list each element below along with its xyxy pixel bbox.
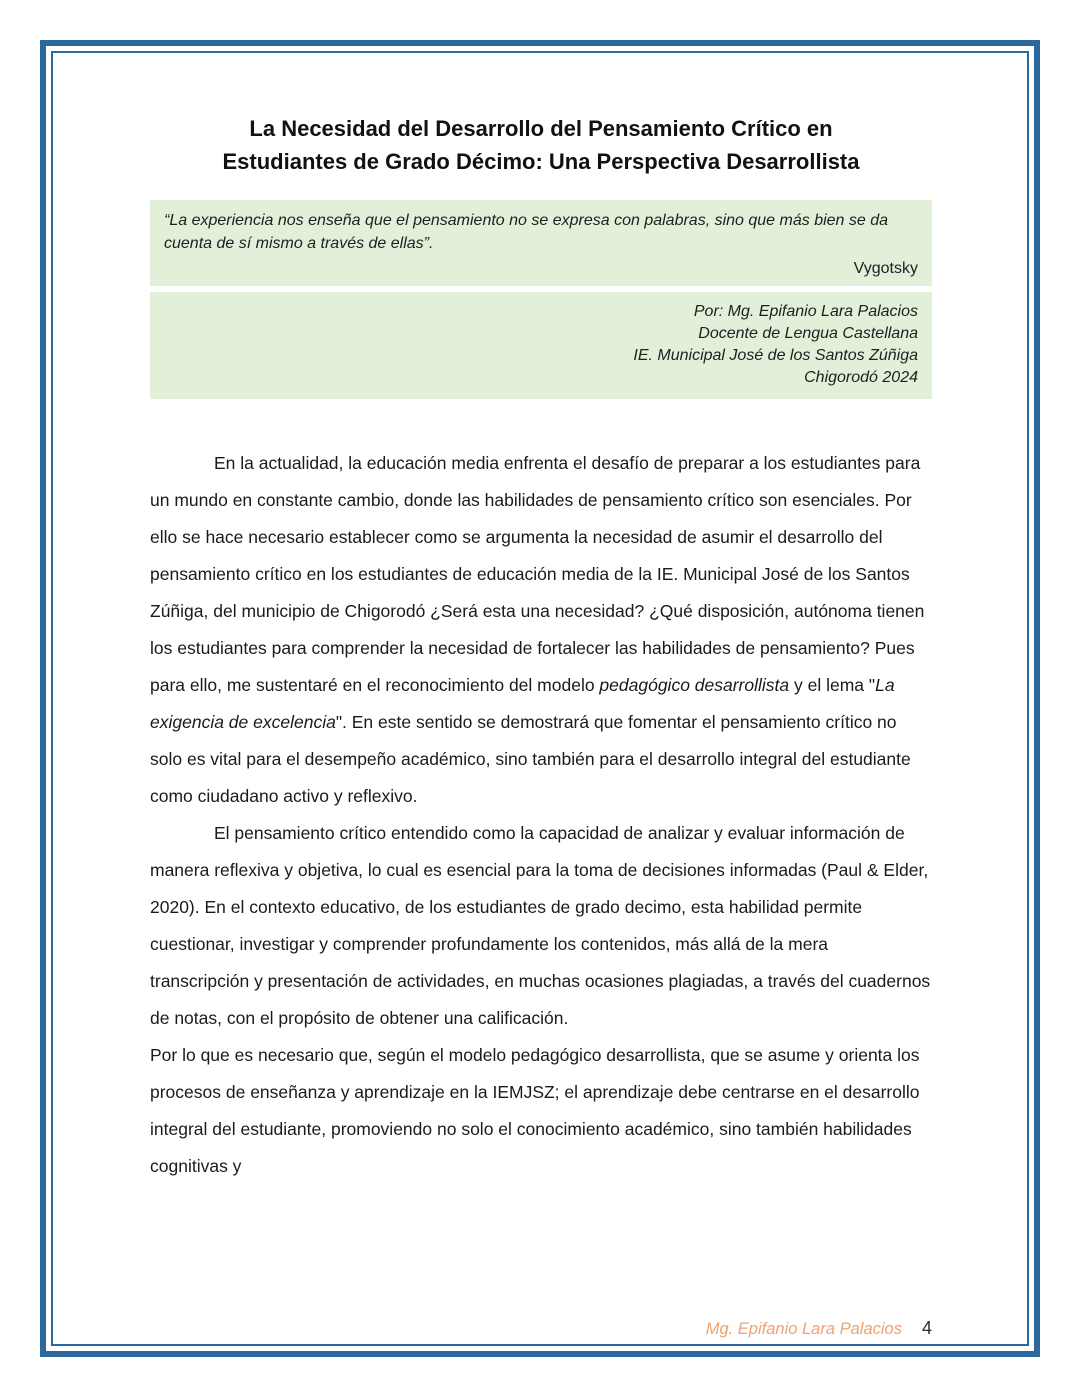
document-title-line-2: Estudiantes de Grado Décimo: Una Perspectiva Desarrollista [222,149,860,174]
epigraph-block [150,200,932,286]
byline-role: Docente de Lengua Castellana [698,325,918,342]
page-content [150,112,932,1185]
byline-author: Por: Mg. Epifanio Lara Palacios [693,303,918,320]
body-paragraph-3: Por lo que es necesario que, según el modelo pedagógico desarrollista, que se asume y orienta los procesos de enseñanza y aprendizaje en la IEMJSZ; el aprendizaje debe centrarse en el desarrollo integral del estudiante, promoviendo no solo el conocimiento académico, sino también habilidades cognitivas y [150,1045,920,1176]
byline-institution: IE. Municipal José de los Santos Zúñiga [633,347,918,364]
page-number: 4 [921,1318,932,1338]
document-body [150,445,932,1185]
byline-place-year: Chigorodó 2024 [804,369,918,386]
document-title [150,112,932,178]
epigraph-quote: “La experiencia nos enseña que el pensamiento no se expresa con palabras, sino que más bien se da cuenta de sí mismo a través de ellas”. [164,212,889,252]
document-title-line-1: La Necesidad del Desarrollo del Pensamiento Crítico en [249,116,833,141]
paragraph-1-italic-model: pedagógico desarrollista [599,675,790,695]
epigraph-attribution: Vygotsky [853,260,918,277]
body-paragraph-1 [150,445,932,815]
body-paragraph-2: El pensamiento crítico entendido como la capacidad de analizar y evaluar información de manera reflexiva y objetiva, lo cual es esencial para la toma de decisiones informadas (Paul & Elder, 2020). En el contexto educativo, de los estudiantes de grado decimo, esta habilidad permite cuestionar, investigar y comprender profundamente los contenidos, más allá de la mera transcripción y presentación de actividades, en muchas ocasiones plagiadas, a través del cuadernos de notas, con el propósito de obtener una calificación. [150,823,931,1028]
page-footer [706,1318,932,1339]
paragraph-1-text-2: y el lema " [789,675,876,695]
footer-author: Mg. Epifanio Lara Palacios [705,1320,902,1338]
paragraph-1-text-3: ". En este sentido se demostrará que fomentar el pensamiento crítico no solo es vital para el desempeño académico, sino también para el desarrollo integral del estudiante como ciudadano activo y reflexivo. [150,712,911,806]
paragraph-1-text: En la actualidad, la educación media enfrenta el desafío de preparar a los estudiantes para un mundo en constante cambio, donde las habilidades de pensamiento crítico son esenciales. Por ello se hace necesario establecer como se argumenta la necesidad de asumir el desarrollo del pensamiento crítico en los estudiantes de educación media de la IE. Municipal José de los Santos Zúñiga, del municipio de Chigorodó ¿Será esta una necesidad? ¿Qué disposición, autónoma tienen los estudiantes para comprender la necesidad de fortalecer las habilidades de pensamiento? Pues para ello, me sustentaré en el reconocimiento del modelo [150,453,925,695]
byline-block [150,292,932,399]
paragraph-1-italic-motto: La exigencia de excelencia [150,675,895,732]
